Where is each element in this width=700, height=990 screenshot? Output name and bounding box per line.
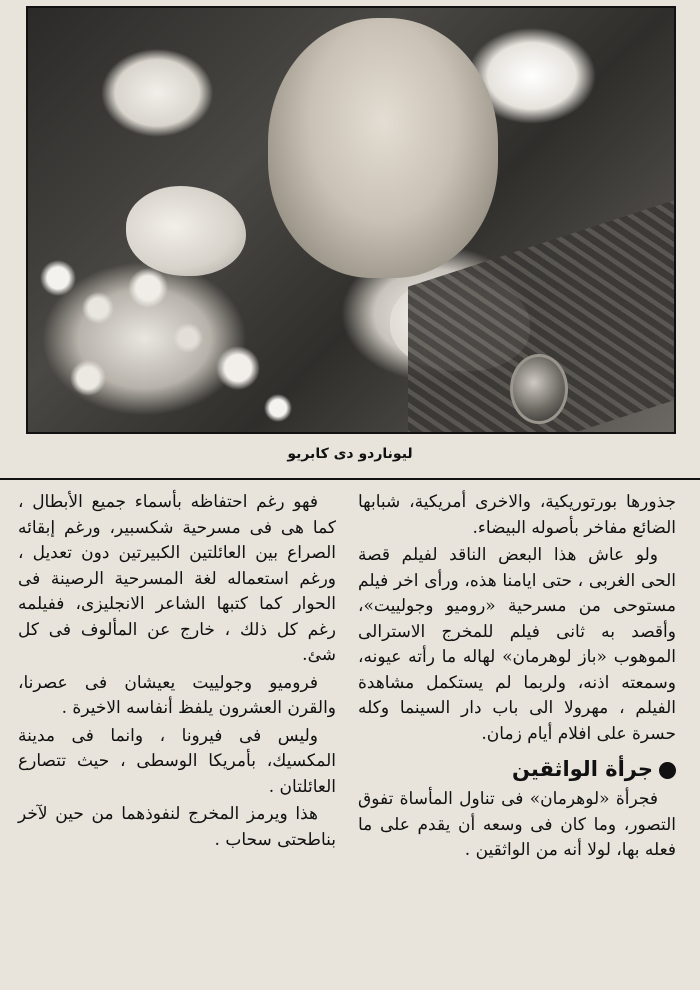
paragraph: فهو رغم احتفاظه بأسماء جميع الأبطال ، كما هى فى مسرحية شكسبير، ورغم إبقائه الصراع بين العائلتين الكبيرتين دون تعديل ، ورغم استعماله لغة المسرحية الرصينة فى الحوار كما كتبها الشاعر الانجليزى، ففيلمه رغم كل ذلك ، خارج عن المألوف فى كل شئ. xyxy=(18,492,336,665)
photo-fish-left xyxy=(126,186,246,276)
paragraph: فجرأة «لوهرمان» فى تناول المأساة تفوق التصور، وما كان فى وسعه أن يقدم على ما فعله بها، لولا أنه من الواثقين . xyxy=(358,789,676,860)
paragraph: وليس فى فيرونا ، وانما فى مدينة المكسيك، بأمريكا الوسطى ، حيث تتصارع العائلتان . xyxy=(18,725,336,797)
photo-flowers xyxy=(28,248,328,434)
paragraph: هذا ويرمز المخرج لنفوذهما من حين لآخر بناطحتى سحاب . xyxy=(18,804,336,850)
article-photo xyxy=(26,6,676,434)
photo-face xyxy=(268,18,498,278)
section-divider xyxy=(0,478,700,480)
subheading xyxy=(358,755,676,783)
paragraph: ولو عاش هذا البعض الناقد لفيلم قصة الحى الغربى ، حتى ايامنا هذه، ورأى اخر فيلم مستوحى من مسرحية «روميو وجولييت»، وأقصد به ثانى فيلم للمخرج الاسترالى الموهوب «باز لوهرمان» لهاله ما رأته عيونه، وسمعته اذنه، ولربما لم يستكمل مشاهدة الفيلم ، مهرولا الى باب دار السينما وكله حسرة على افلام أيام زمان. xyxy=(358,545,676,744)
article-column-left xyxy=(18,490,336,855)
paragraph: جذورها بورتوريكية، والاخرى أمريكية، شبابها الضائع مفاخر بأصوله البيضاء. xyxy=(358,492,676,538)
bullet-icon xyxy=(659,762,676,779)
photo-brooch xyxy=(510,354,568,424)
article-column-right xyxy=(358,490,676,866)
photo-caption: ليوناردو دى كابريو xyxy=(287,446,413,462)
subheading-text: جرأة الواثقين xyxy=(511,757,653,781)
paragraph: فروميو وجولييت يعيشان فى عصرنا، والقرن العشرون يلفظ أنفاسه الاخيرة . xyxy=(18,672,336,718)
